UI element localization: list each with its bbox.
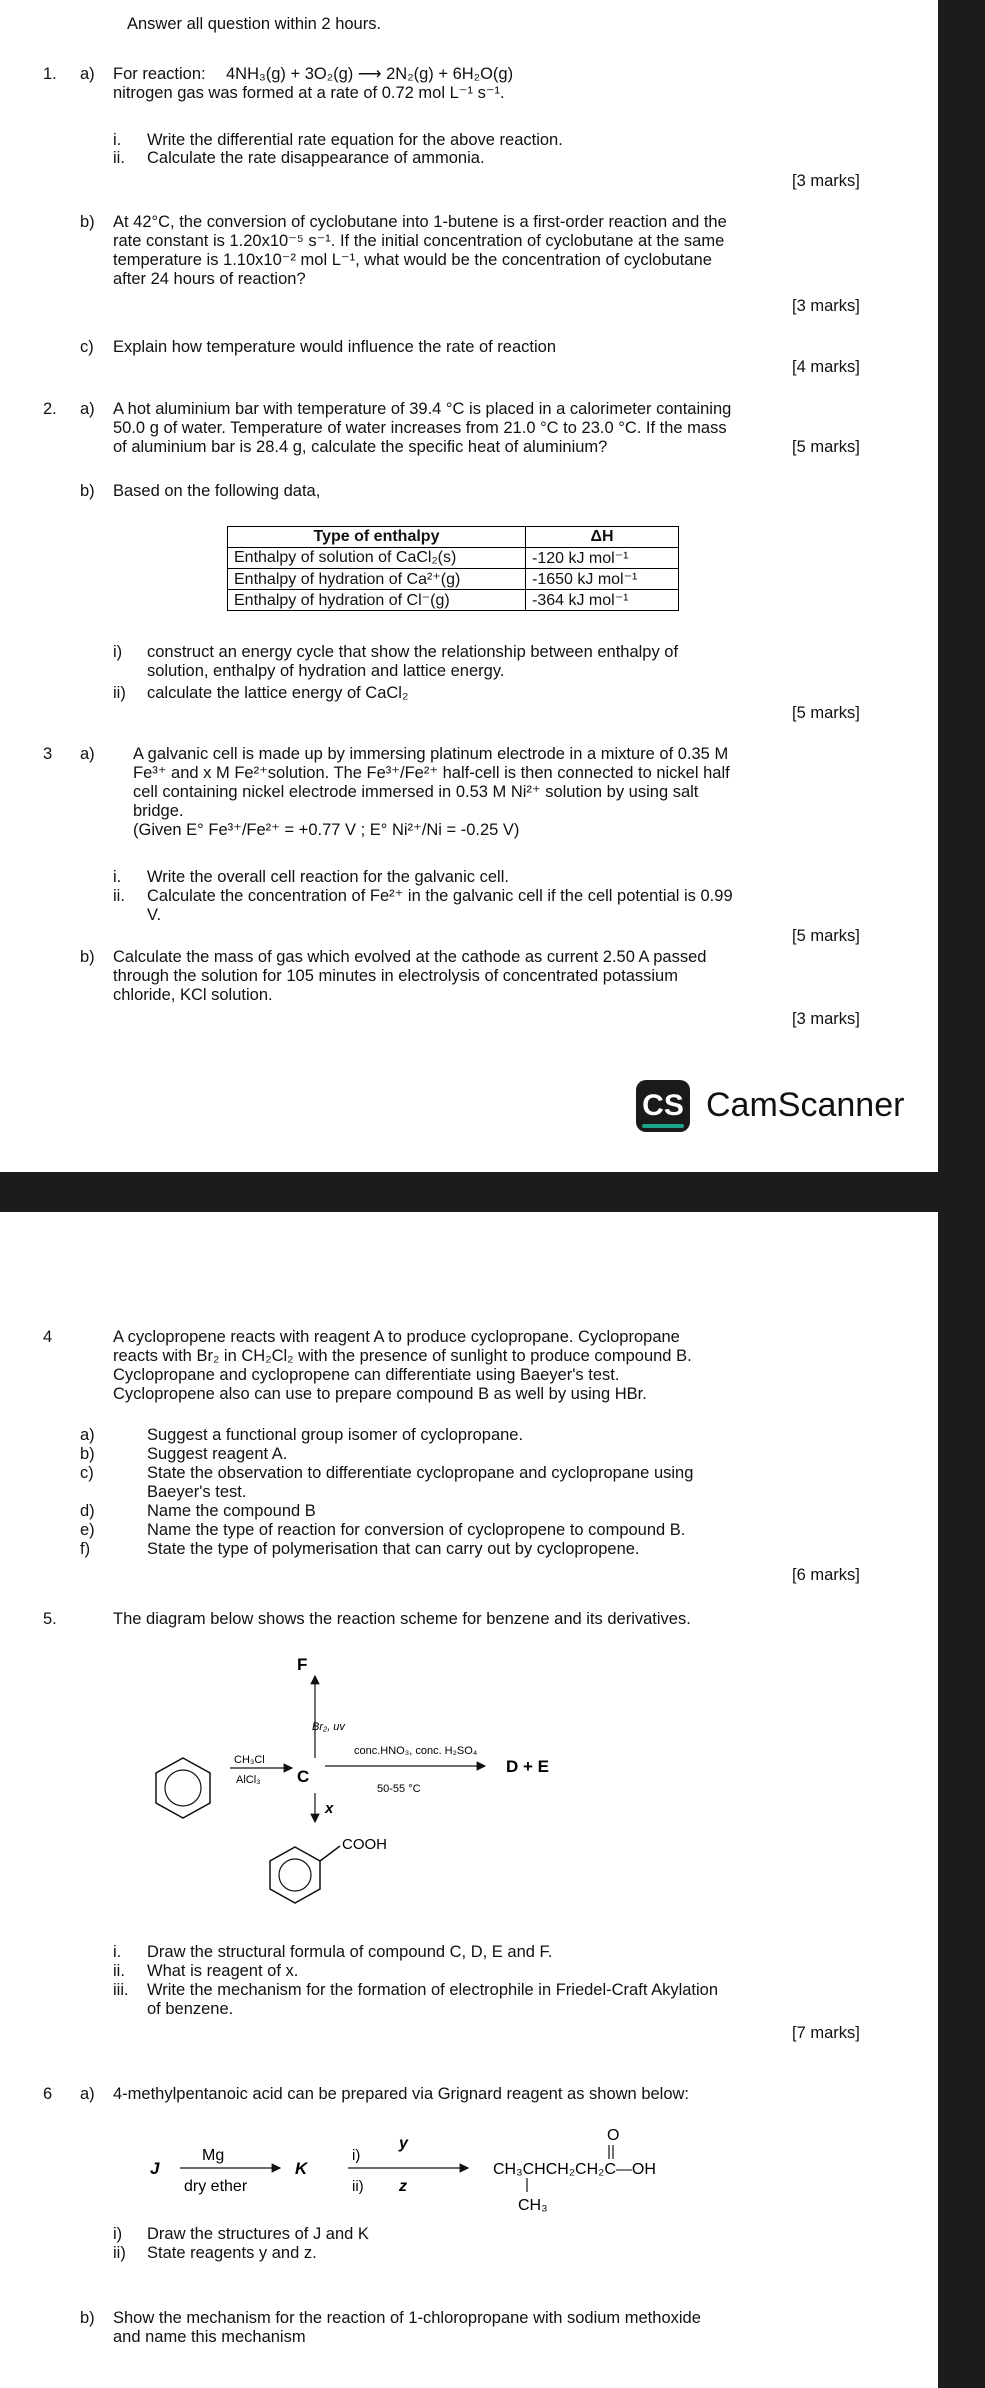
q1c-marks: [4 marks] (792, 358, 860, 376)
q6-number: 6 (43, 2085, 53, 2103)
q1b-line-3: temperature is 1.10x10⁻² mol L⁻¹, what would be the concentration of cyclobutane (113, 251, 712, 269)
nitration-temperature: 50-55 °C (377, 1783, 421, 1795)
q3b-line-2: through the solution for 105 minutes in electrolysis of concentrated potassium (113, 967, 678, 985)
cooh-group: COOH (342, 1836, 387, 1853)
q4-item-text: Name the compound B (147, 1502, 316, 1520)
reagent-br2-uv: Br₂, uv (312, 1721, 345, 1733)
q4-line-3: Cyclopropane and cyclopropene can differentiate using Baeyer's test. (113, 1366, 620, 1384)
table-cell: Enthalpy of solution of CaCl₂(s) (228, 548, 526, 569)
table-cell: -364 kJ mol⁻¹ (526, 590, 679, 611)
q4-item-label: d) (80, 1502, 95, 1520)
q3b-line-1: Calculate the mass of gas which evolved at the cathode as current 2.50 A passed (113, 948, 707, 966)
methyl-branch: CH₃ (518, 2197, 548, 2214)
q6a-ii-label: ii) (113, 2244, 126, 2262)
q4-marks: [6 marks] (792, 1566, 860, 1584)
step-i-label: i) (352, 2147, 361, 2164)
step-ii-label: ii) (352, 2178, 364, 2195)
q2b-i-label: i) (113, 643, 123, 661)
benzoic-acid-ring (270, 1846, 340, 1903)
q3a-i-label: i. (113, 868, 122, 886)
q2b-i-line-2: solution, enthalpy of hydration and lattice energy. (147, 662, 505, 680)
q5-intro: The diagram below shows the reaction scheme for benzene and its derivatives. (113, 1610, 691, 1628)
q4-line-4: Cyclopropene also can use to prepare compound B as well by using HBr. (113, 1385, 647, 1403)
q6a-i-label: i) (113, 2225, 123, 2243)
q4-item-text: Baeyer's test. (147, 1483, 247, 1501)
q3b-line-3: chloride, KCl solution. (113, 986, 273, 1004)
q6a-text: 4-methylpentanoic acid can be prepared via Grignard reagent as shown below: (113, 2085, 690, 2103)
q2b-i-line-1: construct an energy cycle that show the relationship between enthalpy of (147, 643, 679, 661)
q3a-given: (Given E° Fe³⁺/Fe²⁺ = +0.77 V ; E° Ni²⁺/Ni = -0.25 V) (133, 821, 520, 839)
camscanner-logo: CS (636, 1080, 690, 1132)
q1c-label: c) (80, 338, 94, 356)
compounds-d-e: D + E (506, 1757, 549, 1776)
reagent-mg: Mg (202, 2147, 225, 2164)
enthalpy-table (227, 526, 679, 611)
compound-c: C (297, 1767, 310, 1786)
q4-item-text: State the type of polymerisation that can carry out by cyclopropene. (147, 1540, 640, 1558)
q5-ii-text: What is reagent of x. (147, 1962, 299, 1980)
q4-line-1: A cyclopropene reacts with reagent A to produce cyclopropane. Cyclopropane (113, 1328, 680, 1346)
q4-item-label: c) (80, 1464, 94, 1482)
q3a-ii-line-2: V. (147, 906, 162, 924)
table-header-dh: ΔH (526, 527, 679, 548)
q5-i-label: i. (113, 1943, 122, 1961)
q5-iii-line-2: of benzene. (147, 2000, 234, 2018)
table-row (228, 569, 679, 590)
q1a-i-label: i. (113, 131, 122, 149)
table-cell: -1650 kJ mol⁻¹ (526, 569, 679, 590)
q1b-marks: [3 marks] (792, 297, 860, 315)
q4-item-label: b) (80, 1445, 95, 1463)
q1-number: 1. (43, 65, 57, 83)
q4-item-text: Name the type of reaction for conversion of cyclopropene to compound B. (147, 1521, 686, 1539)
q1a-ii-label: ii. (113, 149, 125, 167)
q5-i-text: Draw the structural formula of compound C, D, E and F. (147, 1943, 553, 1961)
q4-number: 4 (43, 1328, 53, 1346)
table-row (228, 548, 679, 569)
page-separator (0, 1172, 985, 1212)
q1a-rate-info: nitrogen gas was formed at a rate of 0.72 mol L⁻¹ s⁻¹. (113, 84, 505, 102)
q3a-label: a) (80, 745, 95, 763)
q1a-marks: [3 marks] (792, 172, 860, 190)
q4-item-label: f) (80, 1540, 91, 1558)
q5-ii-label: ii. (113, 1962, 125, 1980)
q2b-ii-label: ii) (113, 684, 126, 702)
q2a-line-2: 50.0 g of water. Temperature of water increases from 21.0 °C to 23.0 °C. If the mass (113, 419, 727, 437)
reagent-ch3cl: CH₃Cl (234, 1754, 265, 1766)
benzene-reaction-scheme (140, 1650, 660, 1915)
grignard-scheme (140, 2118, 700, 2233)
q6b-line-2: and name this mechanism (113, 2328, 306, 2346)
q3b-marks: [3 marks] (792, 1010, 860, 1028)
product-formula: CH₃CHCH₂CH₂C—OH (493, 2161, 656, 2178)
compound-f: F (297, 1655, 308, 1674)
q3b-label: b) (80, 948, 95, 966)
exam-instruction: Answer all question within 2 hours. (127, 15, 382, 33)
q1a-i-text: Write the differential rate equation for the above reaction. (147, 131, 563, 149)
q3a-line-2: Fe³⁺ and x M Fe²⁺solution. The Fe³⁺/Fe²⁺ half-cell is then connected to nickel half (133, 764, 730, 782)
q2a-line-1: A hot aluminium bar with temperature of 39.4 °C is placed in a calorimeter containing (113, 400, 732, 418)
q2a-marks: [5 marks] (792, 438, 860, 456)
q3a-marks: [5 marks] (792, 927, 860, 945)
q5-iii-line-1: Write the mechanism for the formation of electrophile in Friedel-Craft Akylation (147, 1981, 719, 1999)
q1a-label: a) (80, 65, 95, 83)
q2a-label: a) (80, 400, 95, 418)
reagent-alcl3: AlCl₃ (236, 1774, 261, 1786)
camscanner-text: CamScanner (706, 1086, 905, 1124)
reagent-z: z (399, 2178, 407, 2195)
q4-item-text: Suggest reagent A. (147, 1445, 288, 1463)
benzene-ring (156, 1758, 210, 1818)
q3a-line-4: bridge. (133, 802, 184, 820)
q5-marks: [7 marks] (792, 2024, 860, 2042)
q4-line-2: reacts with Br₂ in CH₂Cl₂ with the presence of sunlight to produce compound B. (113, 1347, 692, 1365)
q1c-text: Explain how temperature would influence the rate of reaction (113, 338, 557, 356)
compound-k: K (295, 2159, 308, 2178)
q3a-ii-line-1: Calculate the concentration of Fe²⁺ in the galvanic cell if the cell potential is 0.99 (147, 887, 733, 905)
q6b-label: b) (80, 2309, 95, 2327)
q6a-ii-text: State reagents y and z. (147, 2244, 317, 2262)
q2b-text: Based on the following data, (113, 482, 321, 500)
q3-number: 3 (43, 745, 53, 763)
carbonyl-oxygen: O (607, 2127, 620, 2144)
reagent-dry-ether: dry ether (184, 2178, 248, 2195)
q6a-label: a) (80, 2085, 95, 2103)
q2b-marks: [5 marks] (792, 704, 860, 722)
q1b-line-4: after 24 hours of reaction? (113, 270, 306, 288)
q1b-line-1: At 42°C, the conversion of cyclobutane into 1-butene is a first-order reaction and the (113, 213, 727, 231)
q1a-ii-text: Calculate the rate disappearance of ammonia. (147, 149, 485, 167)
q2b-ii-text: calculate the lattice energy of CaCl₂ (147, 684, 409, 702)
q4-item-text: State the observation to differentiate cyclopropane and cyclopropane using (147, 1464, 694, 1482)
q1a-reaction: 4NH₃(g) + 3O₂(g) ⟶ 2N₂(g) + 6H₂O(g) (226, 65, 514, 83)
q2b-label: b) (80, 482, 95, 500)
table-cell: -120 kJ mol⁻¹ (526, 548, 679, 569)
table-cell: Enthalpy of hydration of Cl⁻(g) (228, 590, 526, 611)
q3a-i-text: Write the overall cell reaction for the galvanic cell. (147, 868, 509, 886)
q4-item-text: Suggest a functional group isomer of cyclopropane. (147, 1426, 524, 1444)
q1a-reaction-prefix: For reaction: (113, 65, 206, 83)
table-row (228, 590, 679, 611)
q4-item-label: a) (80, 1426, 95, 1444)
reagent-nitration: conc.HNO₃, conc. H₂SO₄ (354, 1745, 478, 1757)
q3a-line-1: A galvanic cell is made up by immersing platinum electrode in a mixture of 0.35 M (133, 745, 729, 763)
q6b-line-1: Show the mechanism for the reaction of 1-chloropropane with sodium methoxide (113, 2309, 701, 2327)
table-cell: Enthalpy of hydration of Ca²⁺(g) (228, 569, 526, 590)
q2a-line-3: of aluminium bar is 28.4 g, calculate the specific heat of aluminium? (113, 438, 608, 456)
compound-j: J (150, 2159, 160, 2178)
q4-item-label: e) (80, 1521, 95, 1539)
q3a-line-3: cell containing nickel electrode immersed in 0.53 M Ni²⁺ solution by using salt (133, 783, 699, 801)
table-header-row (228, 527, 679, 548)
q1b-line-2: rate constant is 1.20x10⁻⁵ s⁻¹. If the initial concentration of cyclobutane at the same (113, 232, 725, 250)
q5-iii-label: iii. (113, 1981, 129, 1999)
reagent-x: x (325, 1800, 334, 1817)
q3a-ii-label: ii. (113, 887, 125, 905)
table-header-type: Type of enthalpy (228, 527, 526, 548)
q6a-i-text: Draw the structures of J and K (147, 2225, 369, 2243)
q5-number: 5. (43, 1610, 57, 1628)
q1b-label: b) (80, 213, 95, 231)
q2-number: 2. (43, 400, 57, 418)
reagent-y: y (399, 2135, 408, 2152)
